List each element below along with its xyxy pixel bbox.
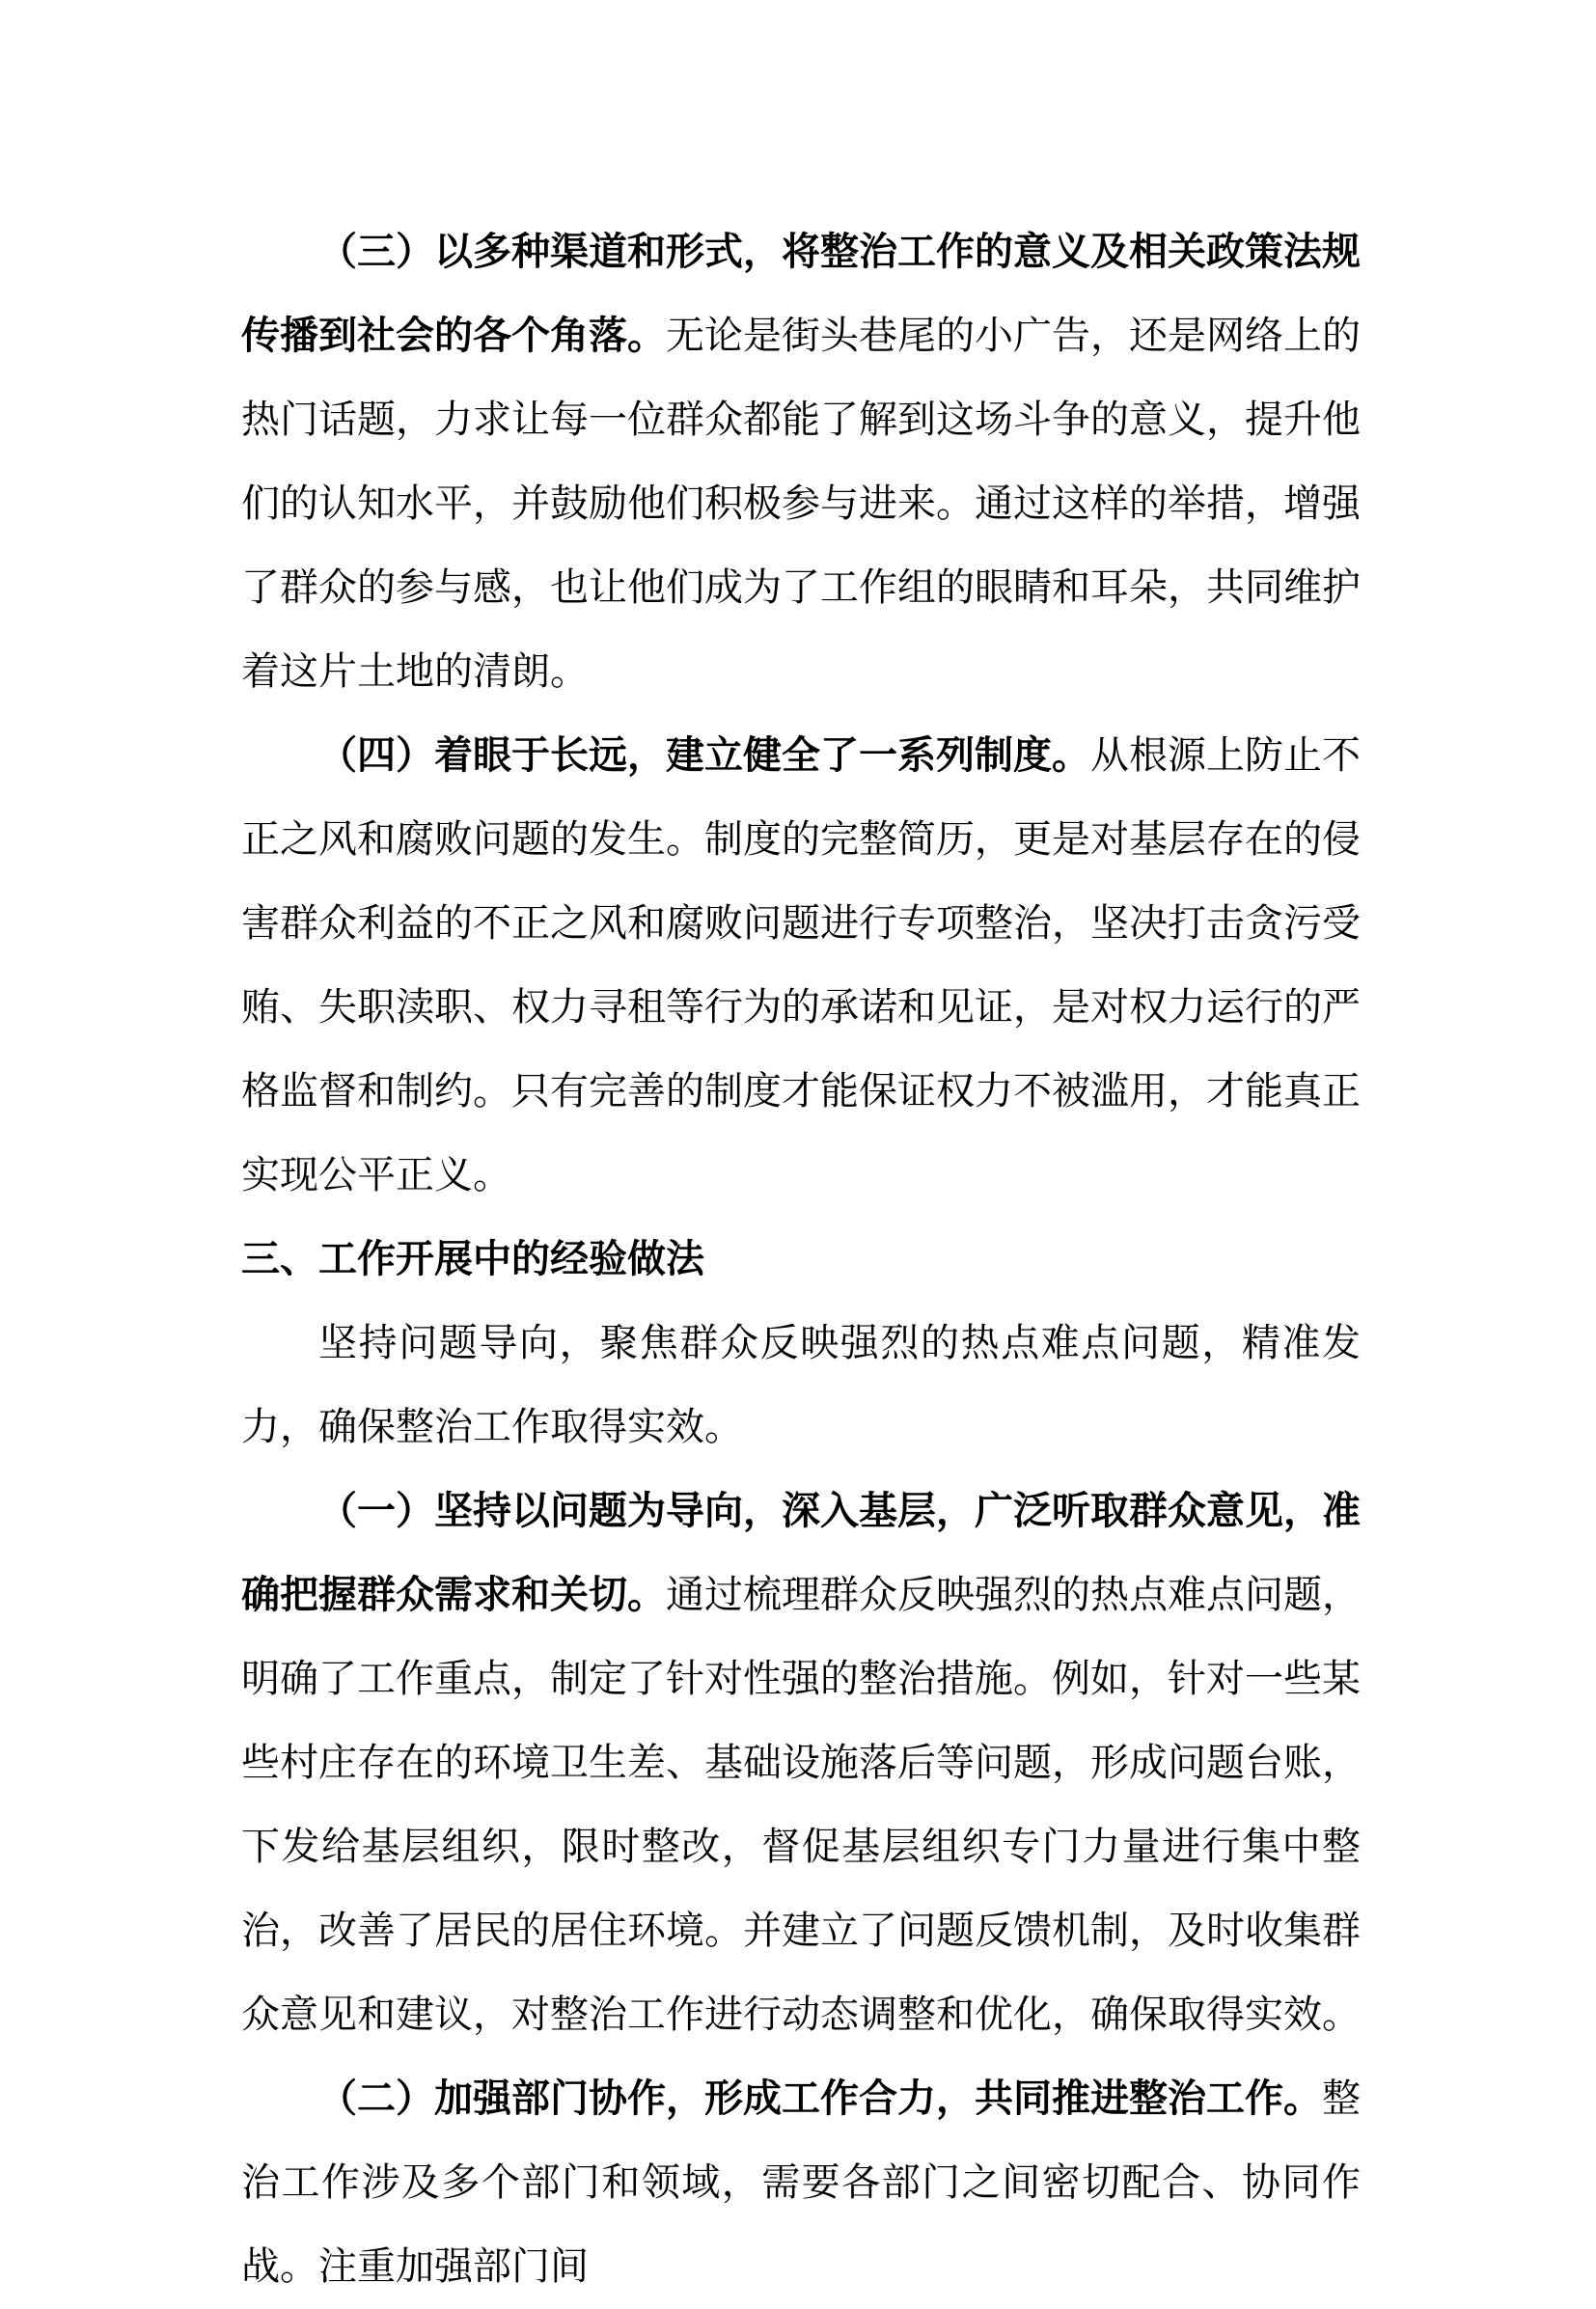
paragraph-department-collaboration bbox=[241, 2057, 1361, 2309]
paragraph-body: 整治工作涉及多个部门和领域，需要各部门之间密切配合、协同作战。注重加强部门间 bbox=[241, 2076, 1361, 2289]
document-page bbox=[241, 210, 1361, 2309]
section-heading: 三、工作开展中的经验做法 bbox=[241, 1237, 704, 1281]
paragraph-body: 从根源上防止不正之风和腐败问题的发生。制度的完整简历，更是对基层存在的侵害群众利益的不正之风和腐败问题进行专项整治，坚决打击贪污受贿、失职渎职、权力寻租等行为的承诺和见证，是对权力运行的严格监督和制约。只有完善的制度才能保证权力不被滥用，才能真正实现公平正义。 bbox=[241, 733, 1361, 1197]
paragraph-problem-oriented bbox=[241, 1470, 1361, 2057]
paragraph-lead: （一）坚持以问题为导向，深入基层，广泛听取群众意见，准确把握群众需求和关切。 bbox=[241, 1489, 1361, 1617]
paragraph-lead: （四）着眼于长远，建立健全了一系列制度。 bbox=[318, 733, 1090, 778]
paragraph-institutions bbox=[241, 714, 1361, 1218]
section-intro: 坚持问题导向，聚焦群众反映强烈的热点难点问题，精准发力，确保整治工作取得实效。 bbox=[241, 1321, 1361, 1449]
paragraph-lead: （三）以多种渠道和形式，将整治工作的意义及相关政策法规传播到社会的各个角落。 bbox=[241, 230, 1361, 358]
paragraph-channels bbox=[241, 210, 1361, 714]
paragraph-body: 无论是街头巷尾的小广告，还是网络上的热门话题，力求让每一位群众都能了解到这场斗争的意义，提升他们的认知水平，并鼓励他们积极参与进来。通过这样的举措，增强了群众的参与感，也让他们成为了工作组的眼睛和耳朵，共同维护着这片土地的清朗。 bbox=[241, 314, 1361, 694]
paragraph-body: 通过梳理群众反映强烈的热点难点问题，明确了工作重点，制定了针对性强的整治措施。例如，针对一些某些村庄存在的环境卫生差、基础设施落后等问题，形成问题台账，下发给基层组织，限时整改，督促基层组织专门力量进行集中整治，改善了居民的居住环境。并建立了问题反馈机制，及时收集群众意见和建议，对整治工作进行动态调整和优化，确保取得实效。 bbox=[241, 1573, 1361, 2037]
paragraph-lead: （二）加强部门协作，形成工作合力，共同推进整治工作。 bbox=[318, 2076, 1322, 2121]
